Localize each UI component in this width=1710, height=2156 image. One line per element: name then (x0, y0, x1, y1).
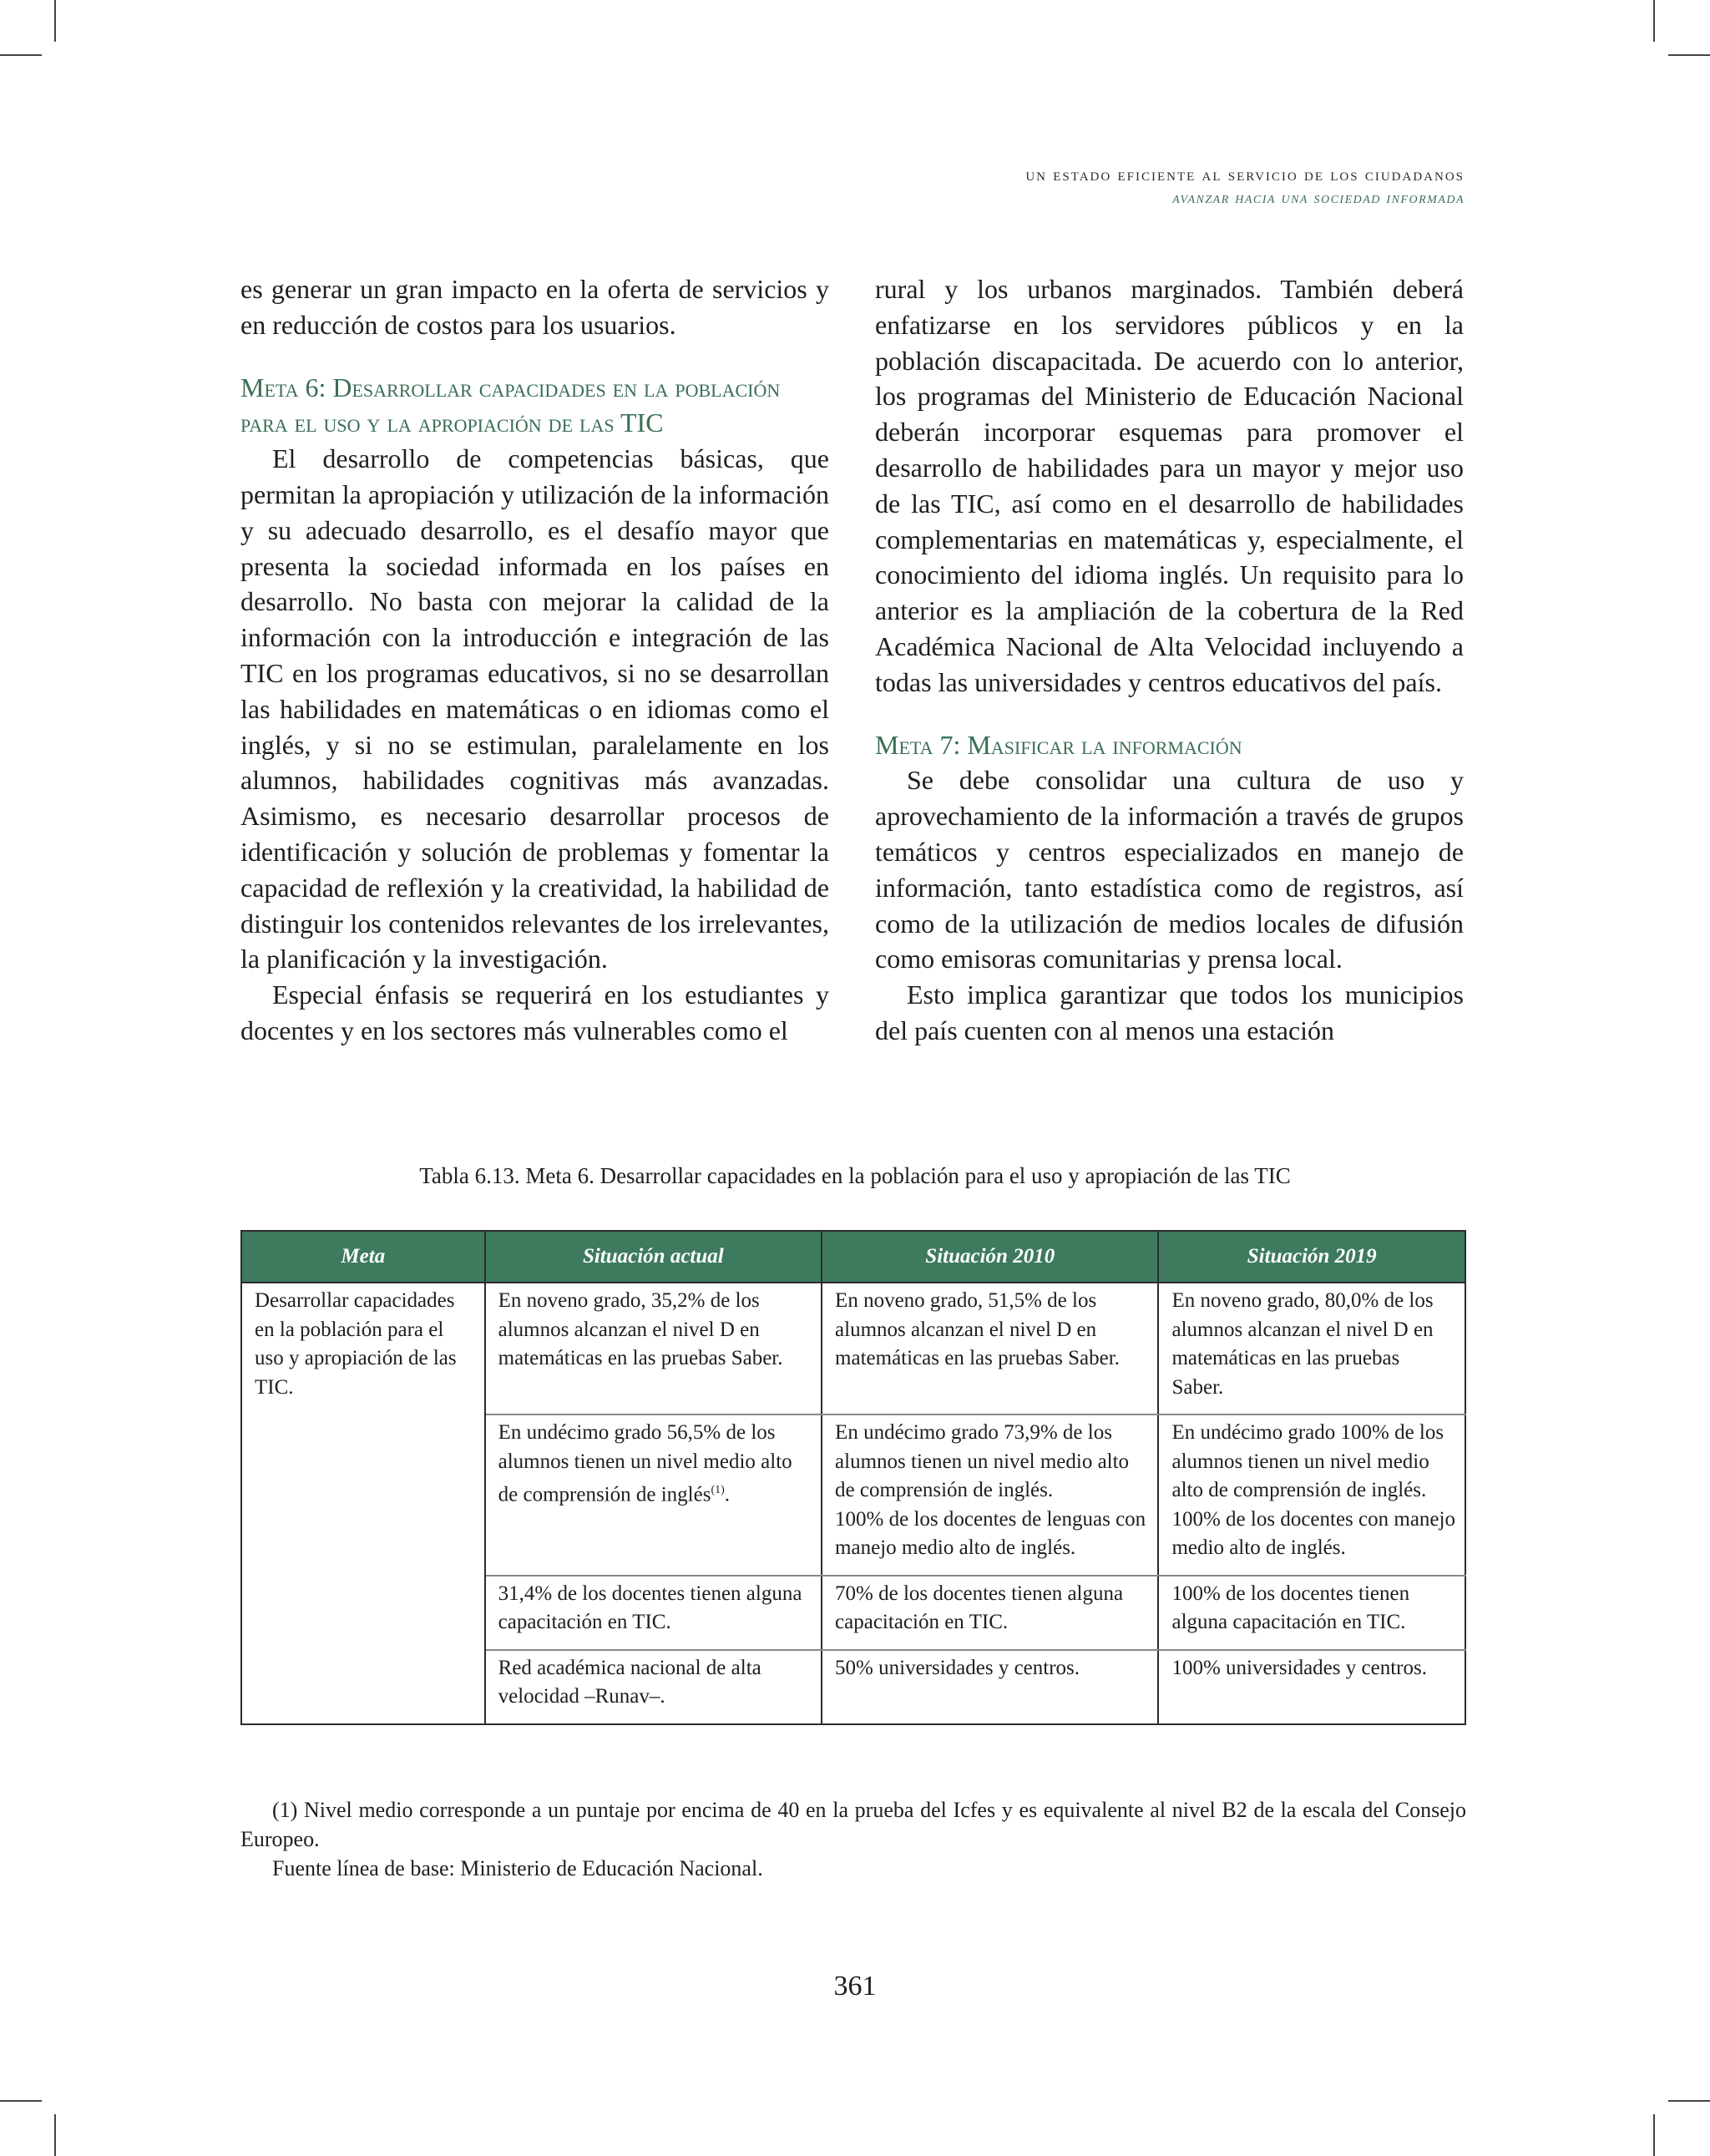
crop-mark (1668, 2100, 1710, 2102)
table-cell (1158, 1415, 1465, 1576)
paragraph: rural y los urbanos marginados. También deberá enfatizarse en los servidores públicos y en la población discapacitada. De acuerdo con lo anterior, los programas del Ministerio de Educación Nacional deberán incorporar esquemas para promover el desarrollo de habilidades para un mayor y mejor uso de las TIC, así como en el desarrollo de habilidades complementarias en matemáticas y, especialmente, el conocimiento del idioma inglés. Un requisito para lo anterior es la ampliación de la cobertura de la Red Académica Nacional de Alta Velocidad incluyendo a todas las universidades y centros educativos del país. (875, 274, 1464, 697)
table-cell: En noveno grado, 35,2% de los alumnos alcanzan el nivel D en matemáticas en las pruebas Saber. (485, 1283, 822, 1415)
table-cell: 100% de los docentes tienen alguna capacitación en TIC. (1158, 1576, 1465, 1650)
cell-text-end: . (724, 1483, 731, 1506)
crop-mark (54, 2114, 56, 2156)
table-row (241, 1283, 1465, 1415)
column-header: Situación actual (485, 1231, 822, 1283)
column-header: Situación 2019 (1158, 1231, 1465, 1283)
table-caption: Tabla 6.13. Meta 6. Desarrollar capacidades en la población para el uso y apropiación de las TIC (419, 1163, 1291, 1188)
paragraph: Especial énfasis se requerirá en los estudiantes y docentes y en los sectores más vulnerables como el (240, 979, 829, 1045)
table-header-row (241, 1231, 1465, 1283)
goals-table (240, 1230, 1466, 1725)
crop-mark (0, 54, 42, 56)
table-cell: 100% universidades y centros. (1158, 1650, 1465, 1724)
running-header-subtitle: avanzar hacia una sociedad informada (1172, 189, 1465, 207)
section-heading-meta-7: Meta 7: Masificar la información (875, 729, 1242, 760)
table-cell (485, 1415, 822, 1576)
page-number: 361 (833, 1971, 877, 2002)
section-heading-meta-6: Meta 6: Desarrollar capacidades en la población para el uso y la apropiación de las TIC (240, 372, 781, 438)
table-cell: En noveno grado, 51,5% de los alumnos alcanzan el nivel D en matemáticas en las pruebas Saber. (822, 1283, 1158, 1415)
paragraph: Esto implica garantizar que todos los municipios del país cuenten con al menos una estación (875, 979, 1464, 1045)
cell-text: En undécimo grado 56,5% de los alumnos tienen un nivel medio alto de comprensión de inglés (498, 1421, 792, 1506)
column-header: Situación 2010 (822, 1231, 1158, 1283)
left-column (240, 271, 829, 1049)
cell-text: 100% de los docentes de lenguas con manejo medio alto de inglés. (835, 1507, 1146, 1559)
paragraph: es generar un gran impacto en la oferta de servicios y en reducción de costos para los usuarios. (240, 274, 829, 340)
crop-mark (54, 0, 56, 42)
right-column (875, 271, 1464, 1049)
table-cell-meta: Desarrollar capacidades en la población para el uso y apropiación de las TIC. (241, 1283, 485, 1724)
paragraph: El desarrollo de competencias básicas, que permitan la apropiación y utilización de la información y su adecuado desarrollo, es el desafío mayor que presenta la sociedad informada en los países en desarrollo. No basta con mejorar la calidad de la información con la introducción e integración de las TIC en los programas educativos, si no se desarrollan las habilidades en matemáticas o en idiomas como el inglés, y si no se estimulan, paralelamente en los alumnos, habilidades cognitivas más avanzadas. Asimismo, es necesario desarrollar procesos de identificación y solución de problemas y fomentar la capacidad de reflexión y la creatividad, la habilidad de distinguir los contenidos relevantes de los irrelevantes, la planificación y la investigación. (240, 443, 829, 974)
table-notes (240, 1795, 1466, 1883)
table-cell: 50% universidades y centros. (822, 1650, 1158, 1724)
table-cell: 70% de los docentes tienen alguna capacitación en TIC. (822, 1576, 1158, 1650)
table-cell: Red académica nacional de alta velocidad –Runav–. (485, 1650, 822, 1724)
crop-mark (1653, 0, 1655, 42)
running-header (1025, 164, 1465, 208)
table-cell: 31,4% de los docentes tienen alguna capacitación en TIC. (485, 1576, 822, 1650)
cell-text: 100% de los docentes con manejo medio alto de inglés. (1171, 1507, 1455, 1559)
cell-text: En undécimo grado 73,9% de los alumnos tienen un nivel medio alto de comprensión de inglés. (835, 1421, 1130, 1501)
table-cell: En noveno grado, 80,0% de los alumnos alcanzan el nivel D en matemáticas en las pruebas Saber. (1158, 1283, 1465, 1415)
column-header: Meta (241, 1231, 485, 1283)
footnote-ref: (1) (711, 1484, 725, 1496)
paragraph: Se debe consolidar una cultura de uso y aprovechamiento de la información a través de grupos temáticos y centros especializados en manejo de información, tanto estadística como de registros, así como de la utilización de medios locales de difusión como emisoras comunitarias y prensa local. (875, 765, 1464, 974)
crop-mark (1668, 54, 1710, 56)
table-cell (822, 1415, 1158, 1576)
crop-mark (0, 2100, 42, 2102)
source-note: Fuente línea de base: Ministerio de Educación Nacional. (272, 1856, 763, 1880)
footnote: (1) Nivel medio corresponde a un puntaje por encima de 40 en la prueba del Icfes y es equivalente al nivel B2 de la escala del Consejo Europeo. (240, 1798, 1466, 1851)
cell-text: En undécimo grado 100% de los alumnos tienen un nivel medio alto de comprensión de inglés. (1171, 1421, 1444, 1501)
crop-mark (1653, 2114, 1655, 2156)
running-header-title: un estado eficiente al servicio de los ciudadanos (1025, 164, 1465, 185)
